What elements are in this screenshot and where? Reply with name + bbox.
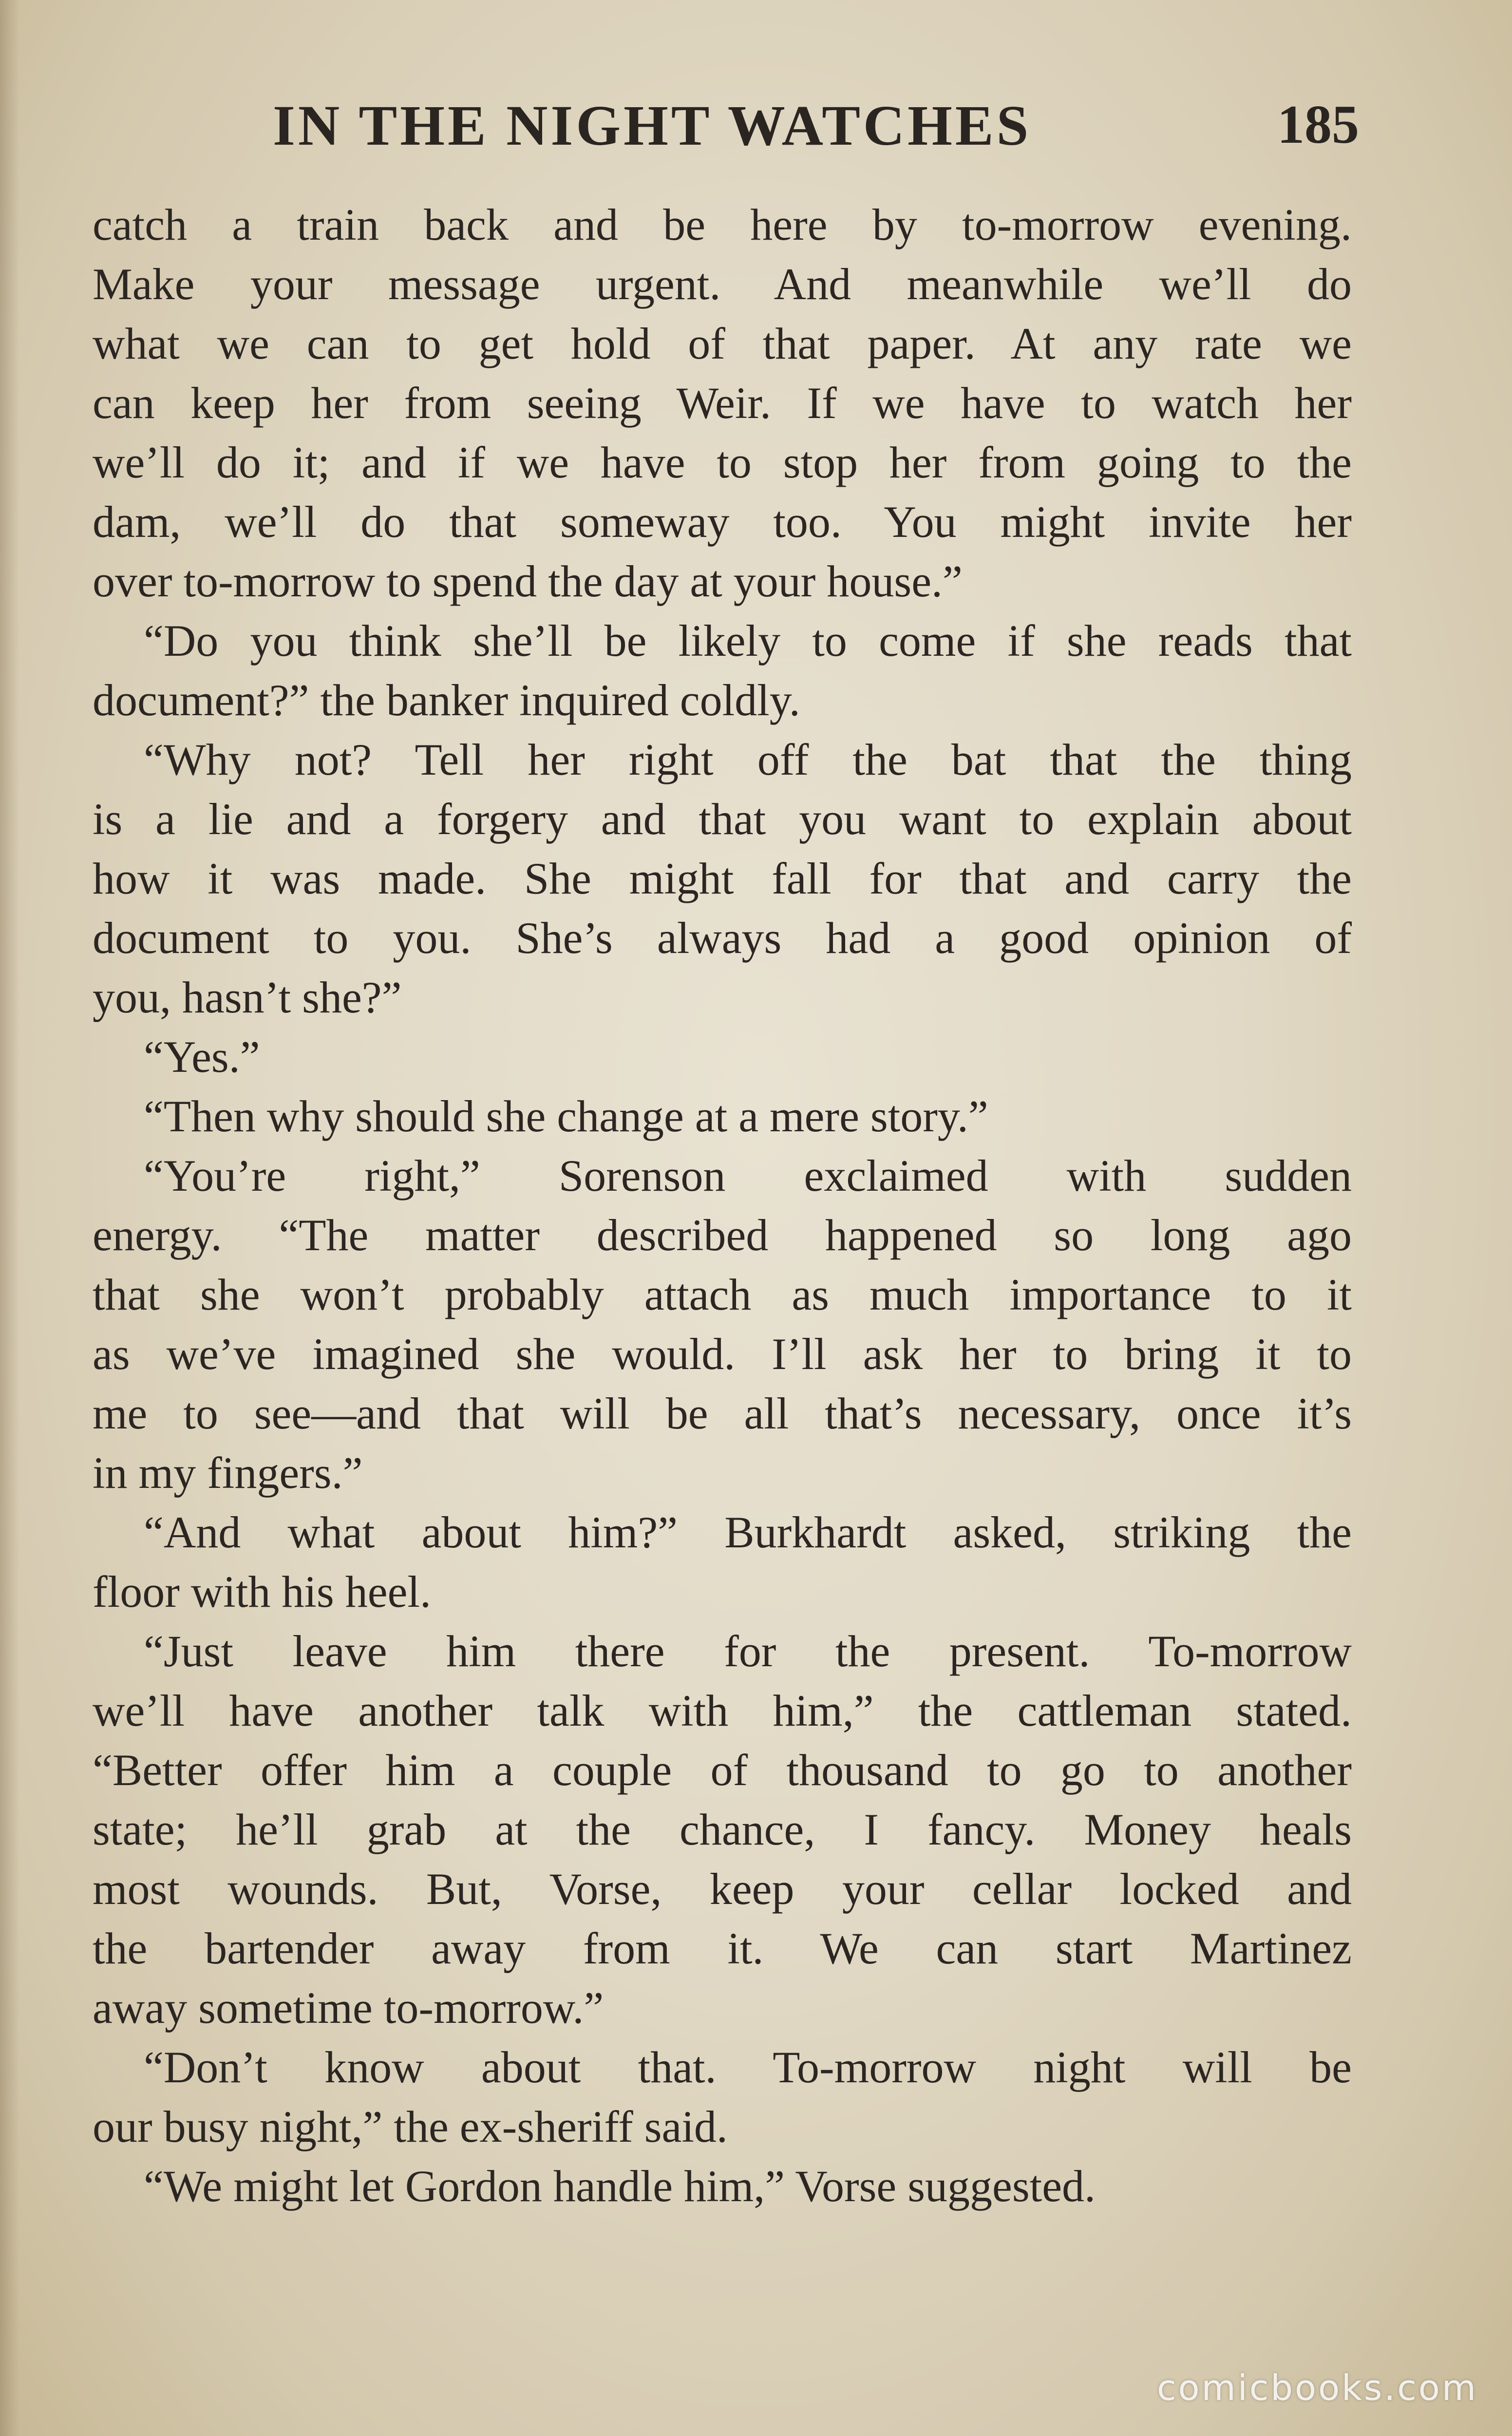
text-line: we’ll do it; and if we have to stop her from going to the <box>93 438 1352 487</box>
paragraph-first-line: “We might let Gordon handle him,” Vorse suggested. <box>144 2161 1096 2211</box>
watermark: comicbooks.com <box>1156 2367 1478 2408</box>
text-line: how it was made. She might fall for that and carry the <box>93 854 1352 903</box>
text-line: over to-morrow to spend the day at your house.” <box>93 556 963 606</box>
text-line: catch a train back and be here by to-morrow evening. <box>93 200 1352 249</box>
page-number: 185 <box>1277 95 1359 155</box>
text-line: me to see—and that will be all that’s necessary, once it’s <box>93 1389 1352 1438</box>
paragraph-first-line: “Yes.” <box>144 1032 260 1082</box>
page-edge-shadow <box>0 0 19 2436</box>
text-line: in my fingers.” <box>93 1448 363 1498</box>
text-line: floor with his heel. <box>93 1567 431 1617</box>
text-line: we’ll have another talk with him,” the cattleman stated. <box>93 1686 1352 1735</box>
text-line: document?” the banker inquired coldly. <box>93 675 800 725</box>
text-line: can keep her from seeing Weir. If we have to watch her <box>93 378 1352 428</box>
text-line: most wounds. But, Vorse, keep your cellar locked and <box>93 1864 1352 1914</box>
text-line: that she won’t probably attach as much importance to it <box>93 1270 1352 1319</box>
running-head <box>93 83 1359 156</box>
text-line: as we’ve imagined she would. I’ll ask her to bring it to <box>93 1329 1352 1379</box>
running-title: IN THE NIGHT WATCHES <box>273 94 1032 157</box>
paragraph-first-line: “Then why should she change at a mere story.” <box>144 1091 988 1141</box>
text-line: what we can to get hold of that paper. At any rate we <box>93 319 1352 368</box>
text-line: “Better offer him a couple of thousand to go to another <box>93 1745 1352 1795</box>
text-line: our busy night,” the ex-sheriff said. <box>93 2102 728 2151</box>
paragraph-first-line: “You’re right,” Sorenson exclaimed with sudden <box>144 1151 1352 1200</box>
text-line: Make your message urgent. And meanwhile we’ll do <box>93 259 1352 309</box>
text-line: energy. “The matter described happened so long ago <box>93 1210 1352 1260</box>
text-line: you, hasn’t she?” <box>93 972 402 1022</box>
paragraph-first-line: “Do you think she’ll be likely to come if she reads that <box>144 616 1352 666</box>
body-text <box>93 195 1352 2216</box>
paragraph-first-line: “Just leave him there for the present. To-morrow <box>144 1626 1352 1676</box>
paragraph-first-line: “And what about him?” Burkhardt asked, striking the <box>144 1507 1352 1557</box>
text-line: dam, we’ll do that someway too. You might invite her <box>93 497 1352 547</box>
paragraph-first-line: “Why not? Tell her right off the bat that the thing <box>144 735 1352 784</box>
text-line: away sometime to-morrow.” <box>93 1983 604 2033</box>
paragraph-first-line: “Don’t know about that. To-morrow night will be <box>144 2042 1352 2092</box>
text-line: is a lie and a forgery and that you want to explain about <box>93 794 1352 844</box>
text-line: the bartender away from it. We can start Martinez <box>93 1923 1352 1973</box>
text-line: state; he’ll grab at the chance, I fancy. Money heals <box>93 1805 1352 1854</box>
text-line: document to you. She’s always had a good opinion of <box>93 913 1352 963</box>
